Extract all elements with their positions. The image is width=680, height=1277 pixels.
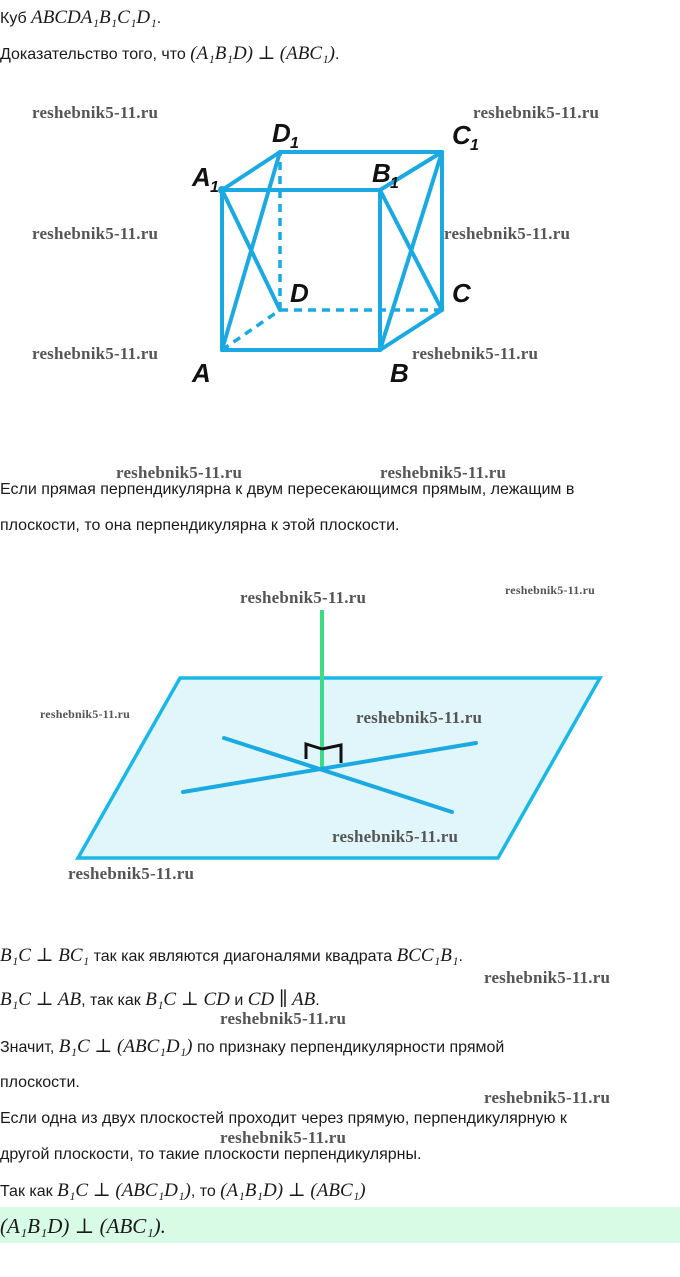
step4-prefix: Так как [0, 1183, 53, 1200]
label-B: B [390, 358, 409, 388]
watermark: reshebnik5-11.ru [220, 1009, 347, 1028]
watermark: reshebnik5-11.ru [32, 103, 159, 122]
step2-text2: и [234, 992, 244, 1009]
step3-text: по признаку перпендикулярности прямой [196, 1039, 505, 1056]
cube-name: ABCDA₁B₁C₁D₁ [31, 7, 157, 28]
watermark: reshebnik5-11.ru [380, 463, 507, 482]
prove-perp: ⊥ [257, 43, 276, 64]
watermark: reshebnik5-11.ru [484, 968, 611, 987]
step3-line1 [0, 1037, 680, 1058]
step1-end: . [458, 948, 463, 965]
step2-text1: , так как [81, 992, 141, 1009]
step3-line2: плоскости. [0, 1074, 80, 1091]
label-C1: C [452, 120, 471, 150]
watermark: reshebnik5-11.ru [412, 344, 539, 363]
watermark: reshebnik5-11.ru [356, 708, 483, 727]
label-A: A [192, 358, 211, 388]
label-D: D [290, 278, 309, 308]
step3-prefix: Значит, [0, 1039, 55, 1056]
watermark: reshebnik5-11.ru [32, 224, 159, 243]
step1-lhs: B₁C ⊥ BC₁ [0, 945, 90, 966]
step2-m1: B₁C ⊥ CD [145, 989, 230, 1010]
given-prefix: Куб [0, 10, 27, 27]
step2-end: . [315, 992, 320, 1009]
given-end: . [156, 10, 162, 27]
watermark: reshebnik5-11.ru [332, 827, 459, 846]
label-D1: D [272, 118, 291, 148]
watermark: reshebnik5-11.ru [505, 583, 595, 597]
cube-edges [222, 152, 442, 350]
watermark: reshebnik5-11.ru [444, 224, 571, 243]
watermark: reshebnik5-11.ru [68, 864, 195, 883]
cube-figure [0, 0, 680, 400]
theorem1-line2: плоскости, то она перпендикулярна к этой плоскости. [0, 517, 400, 534]
theorem1-line1: Если прямая перпендикулярна к двум пересекающимся прямым, лежащим в [0, 481, 575, 498]
watermark: reshebnik5-11.ru [473, 103, 600, 122]
step1 [0, 946, 680, 967]
step4-m1: B₁C ⊥ (ABC₁D₁) [57, 1180, 191, 1201]
prove-prefix: Доказательство того, что [0, 46, 186, 63]
label-B1-sub: 1 [390, 175, 399, 192]
watermark: reshebnik5-11.ru [116, 463, 243, 482]
prove-plane2: (ABC₁) [279, 43, 335, 64]
step1-square: BCC₁B₁ [396, 945, 459, 966]
step4 [0, 1181, 680, 1202]
watermark: reshebnik5-11.ru [240, 588, 367, 607]
watermark: reshebnik5-11.ru [40, 707, 130, 721]
step3-m: B₁C ⊥ (ABC₁D₁) [58, 1036, 193, 1057]
step4-mid: , то [190, 1183, 216, 1200]
watermark: reshebnik5-11.ru [484, 1088, 611, 1107]
plane-figure [0, 560, 680, 900]
prove-end: . [334, 46, 340, 63]
prove-plane1: (A₁B₁D) [190, 43, 254, 64]
theorem2-line2: другой плоскости, то такие плоскости перпендикулярны. [0, 1146, 422, 1163]
step2-m2: CD ∥ AB [247, 989, 316, 1010]
label-C: C [452, 278, 471, 308]
label-C1-sub: 1 [470, 137, 479, 154]
step2-lhs: B₁C ⊥ AB [0, 989, 82, 1010]
label-D1-sub: 1 [290, 135, 299, 152]
step1-text: так как являются диагоналями квадрата [93, 948, 393, 965]
step2 [0, 990, 680, 1011]
watermark: reshebnik5-11.ru [220, 1128, 347, 1147]
diag-A-D1 [222, 152, 280, 350]
theorem2-line1: Если одна из двух плоскостей проходит через прямую, перпендикулярную к [0, 1110, 567, 1127]
vertex-A1-dot [218, 186, 226, 194]
label-B1: B [372, 158, 391, 188]
answer-box [0, 1207, 680, 1243]
step4-m2: (A₁B₁D) ⊥ (ABC₁) [220, 1180, 366, 1201]
label-A1: A [192, 162, 211, 192]
label-A1-sub: 1 [210, 179, 219, 196]
watermark: reshebnik5-11.ru [32, 344, 159, 363]
answer-text: (A₁B₁D) ⊥ (ABC₁). [0, 1214, 166, 1238]
